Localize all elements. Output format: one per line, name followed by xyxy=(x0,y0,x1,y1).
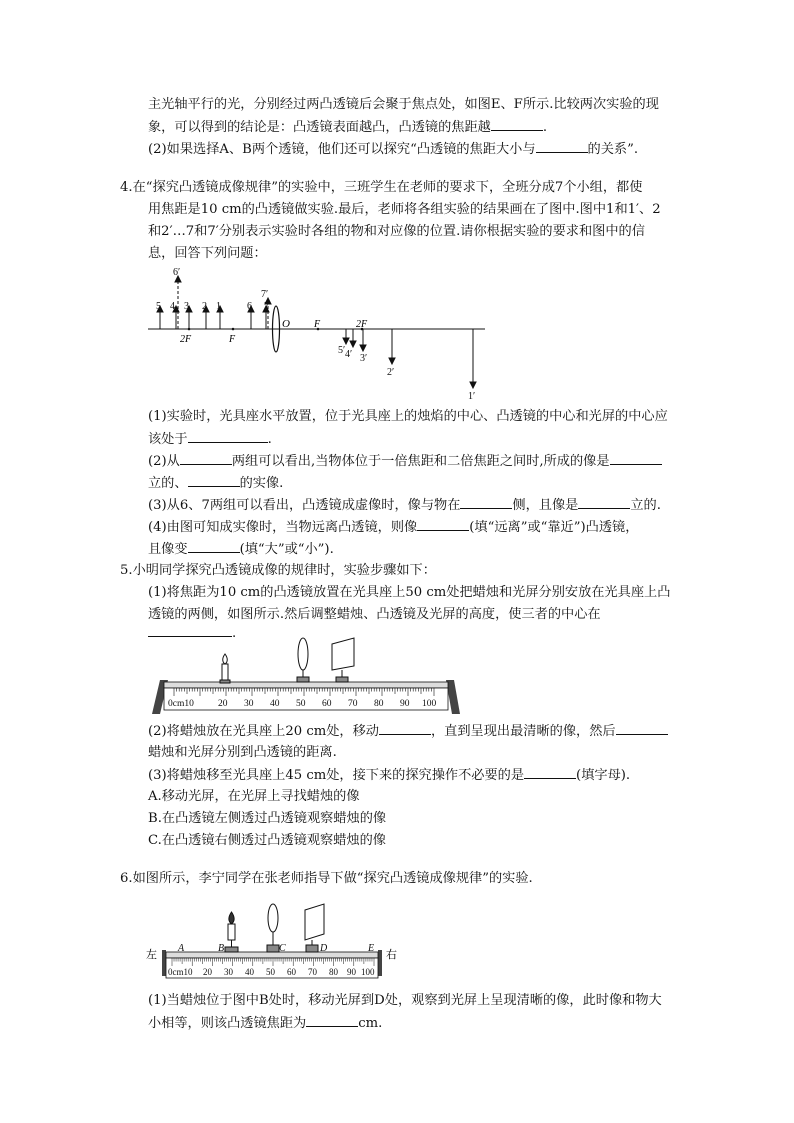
label-4: 4 xyxy=(170,301,175,312)
q5-s1-end: . xyxy=(232,626,237,641)
point-E: E xyxy=(368,943,375,954)
ruler-label-20: 20 xyxy=(218,699,228,709)
twoF-right-label: 2F xyxy=(356,319,368,330)
q4-s1-text: 该处于 xyxy=(148,432,188,447)
label-7-prime: 7′ xyxy=(261,289,269,300)
image-labels xyxy=(338,345,475,402)
ruler-label-100: 100 xyxy=(361,967,375,977)
lens-center-label: O xyxy=(282,318,290,330)
q4-s2-mid: 两组可以看出,当物体位于一倍焦距和二倍焦距之间时,所成的像是 xyxy=(231,454,610,469)
q4-s4-line2 xyxy=(148,538,334,561)
q5-optical-bench xyxy=(150,636,460,720)
ruler-label-80: 80 xyxy=(374,699,384,709)
label-3-prime: 3′ xyxy=(360,353,368,364)
ruler-label-30: 30 xyxy=(244,699,254,709)
q4-s1-line2 xyxy=(148,428,272,451)
point-C: C xyxy=(279,943,286,954)
q4-s1-end: . xyxy=(267,432,272,447)
q4-s4-line1 xyxy=(148,516,638,539)
ruler-label-40: 40 xyxy=(270,699,280,709)
label-7: 7 xyxy=(264,301,269,312)
point-A: A xyxy=(178,943,185,954)
answer-blank[interactable] xyxy=(491,116,543,131)
label-4-prime: 4′ xyxy=(345,349,353,360)
bench-rail xyxy=(166,952,378,958)
q5-s1-line1: (1)将焦距为10 cm的凸透镜放置在光具座上50 cm处把蜡烛和光屏分别安放在光具座上凸 xyxy=(148,585,671,600)
answer-blank[interactable] xyxy=(578,494,630,509)
ruler-label-60: 60 xyxy=(287,967,296,977)
q6-s1-end: cm. xyxy=(358,1016,383,1031)
answer-blank[interactable] xyxy=(188,538,240,553)
q6-s1-line1: (1)当蜡烛位于图中B处时，移动光屏到D处，观察到光屏上呈现清晰的像，此时像和物大 xyxy=(148,993,662,1008)
bench-rail xyxy=(164,682,448,688)
candle-icon xyxy=(220,654,230,683)
q4-s3-end: 立的. xyxy=(630,498,661,513)
q3-line2 xyxy=(148,116,547,139)
answer-blank[interactable] xyxy=(180,450,232,465)
q5-s3-text: (3)将蜡烛移至光具座上45 cm处，接下来的探究操作不必要的是 xyxy=(148,768,525,783)
point-D: D xyxy=(320,943,328,954)
q5-s3 xyxy=(148,764,630,787)
left-post xyxy=(162,950,166,976)
twoF-left-label: 2F xyxy=(180,334,192,345)
object-labels xyxy=(156,267,269,312)
ruler-label-60: 60 xyxy=(322,699,332,709)
answer-blank[interactable] xyxy=(616,720,668,735)
q5-s2-line2: 蜡烛和光屏分别到凸透镜的距离. xyxy=(148,745,337,760)
q5-line1: 5.小明同学探究凸透镜成像的规律时，实验步骤如下： xyxy=(120,563,436,578)
q6-optical-bench xyxy=(146,904,402,984)
q4-s3-mid: 侧，且像是 xyxy=(512,498,579,513)
answer-blank[interactable] xyxy=(379,720,431,735)
q5-option-b[interactable]: B.在凸透镜左侧透过凸透镜观察蜡烛的像 xyxy=(148,811,387,826)
label-5-prime: 5′ xyxy=(338,345,346,356)
ruler-label-40: 40 xyxy=(245,967,254,977)
q4-lens-diagram xyxy=(140,262,500,402)
q6-s1-line2 xyxy=(148,1012,382,1035)
answer-blank[interactable] xyxy=(306,1012,358,1027)
q4-s4-c: 且像变 xyxy=(148,542,188,557)
q4-s4-text: (4)由图可知成实像时，当物远离凸透镜，则像 xyxy=(148,520,418,535)
ruler-label-50: 50 xyxy=(296,699,306,709)
label-1-prime: 1′ xyxy=(468,391,476,402)
q4-s1-line1: (1)实验时，光具座水平放置，位于光具座上的烛焰的中心、凸透镜的中心和光屏的中心应 xyxy=(148,409,668,424)
q4-line2: 用焦距是10 cm的凸透镜做实验.最后，老师将各组实验的结果画在了图中.图中1和1′、2 xyxy=(148,202,661,217)
q3-line3 xyxy=(148,138,638,161)
answer-blank[interactable] xyxy=(536,138,588,153)
q4-s2-c: 立的、 xyxy=(148,476,188,491)
label-2-prime: 2′ xyxy=(387,367,395,378)
right-label: 右 xyxy=(386,949,397,961)
screen-icon xyxy=(332,638,354,682)
ruler-label-0: 0cm10 xyxy=(168,699,194,709)
q4-s2-line2 xyxy=(148,472,283,495)
label-1: 1 xyxy=(216,301,221,312)
label-3: 3 xyxy=(184,301,189,312)
q3-line3-end: 的关系”. xyxy=(587,142,639,157)
q5-s3-end: (填字母). xyxy=(576,768,631,783)
q6-line1: 6.如图所示，李宁同学在张老师指导下做“探究凸透镜成像规律”的实验. xyxy=(120,871,533,886)
q4-s3 xyxy=(148,494,661,517)
ruler-label-90: 90 xyxy=(400,699,410,709)
answer-blank[interactable] xyxy=(610,450,662,465)
q5-s2-mid: ，直到呈现出最清晰的像，然后 xyxy=(430,724,616,739)
q5-s1-line2: 透镜的两侧，如图所示.然后调整蜡烛、凸透镜及光屏的高度，使三者的中心在 xyxy=(148,607,601,622)
q4-s3-text: (3)从6、7两组可以看出，凸透镜成虚像时，像与物在 xyxy=(148,498,461,513)
point-B: B xyxy=(218,943,225,954)
q4-line3: 和2′…7和7′分别表示实验时各组的物和对应像的位置.请你根据实验的要求和图中的信 xyxy=(148,224,645,239)
q6-s1-text: 小相等，则该凸透镜焦距为 xyxy=(148,1016,307,1031)
twoF-left-dot xyxy=(188,328,191,331)
ruler-label-0: 0cm10 xyxy=(168,967,193,977)
answer-blank[interactable] xyxy=(417,516,469,531)
q3-line2-end: . xyxy=(542,120,548,135)
answer-blank[interactable] xyxy=(188,428,268,443)
label-2: 2 xyxy=(202,301,207,312)
q4-s2-d: 的实像. xyxy=(239,476,284,491)
ruler-label-50: 50 xyxy=(266,967,275,977)
label-6: 6 xyxy=(247,301,252,312)
lens-icon xyxy=(267,904,279,952)
answer-blank[interactable] xyxy=(524,764,576,779)
ruler-label-90: 90 xyxy=(347,967,356,977)
ruler-label-100: 100 xyxy=(422,699,437,709)
answer-blank[interactable] xyxy=(188,472,240,487)
right-post xyxy=(378,950,382,976)
q5-option-c[interactable]: C.在凸透镜右侧透过凸透镜观察蜡烛的像 xyxy=(148,833,386,848)
label-6-prime: 6′ xyxy=(173,267,181,278)
answer-blank[interactable] xyxy=(148,622,232,637)
F-left-label: F xyxy=(229,334,236,345)
ruler-label-30: 30 xyxy=(224,967,233,977)
q4-s4-d: (填“大”或“小”). xyxy=(239,542,334,557)
q5-s2-text: (2)将蜡烛放在光具座上20 cm处，移动 xyxy=(148,724,379,739)
ruler-label-70: 70 xyxy=(348,699,358,709)
q3-line1: 主光轴平行的光，分别经过两凸透镜后会聚于焦点处，如图E、F所示.比较两次实验的现 xyxy=(148,97,659,112)
lens-icon xyxy=(297,638,309,682)
q4-s2-line1 xyxy=(148,450,662,473)
left-label: 左 xyxy=(146,949,157,961)
ruler-label-20: 20 xyxy=(203,967,212,977)
q5-option-a[interactable]: A.移动光屏，在光屏上寻找蜡烛的像 xyxy=(148,789,360,804)
q4-line1: 4.在“探究凸透镜成像规律”的实验中，三班学生在老师的要求下，全班分成7个小组，都使 xyxy=(120,180,643,195)
q5-s2-line1 xyxy=(148,720,668,743)
F-right-label: F xyxy=(314,319,321,330)
label-5: 5 xyxy=(156,301,161,312)
q3-line3-text: (2)如果选择A、B两个透镜，他们还可以探究“凸透镜的焦距大小与 xyxy=(148,142,536,157)
candle-icon xyxy=(225,912,238,952)
ruler-label-70: 70 xyxy=(308,967,317,977)
F-left-dot xyxy=(232,328,235,331)
q4-line4: 息，回答下列问题： xyxy=(148,246,267,261)
ruler-label-80: 80 xyxy=(329,967,338,977)
answer-blank[interactable] xyxy=(460,494,512,509)
q3-line2-text: 象，可以得到的结论是：凸透镜表面越凸，凸透镜的焦距越 xyxy=(148,120,491,135)
q4-s4-mid: (填“远离”或“靠近”)凸透镜， xyxy=(469,520,639,535)
q4-s2-text: (2)从 xyxy=(148,454,180,469)
